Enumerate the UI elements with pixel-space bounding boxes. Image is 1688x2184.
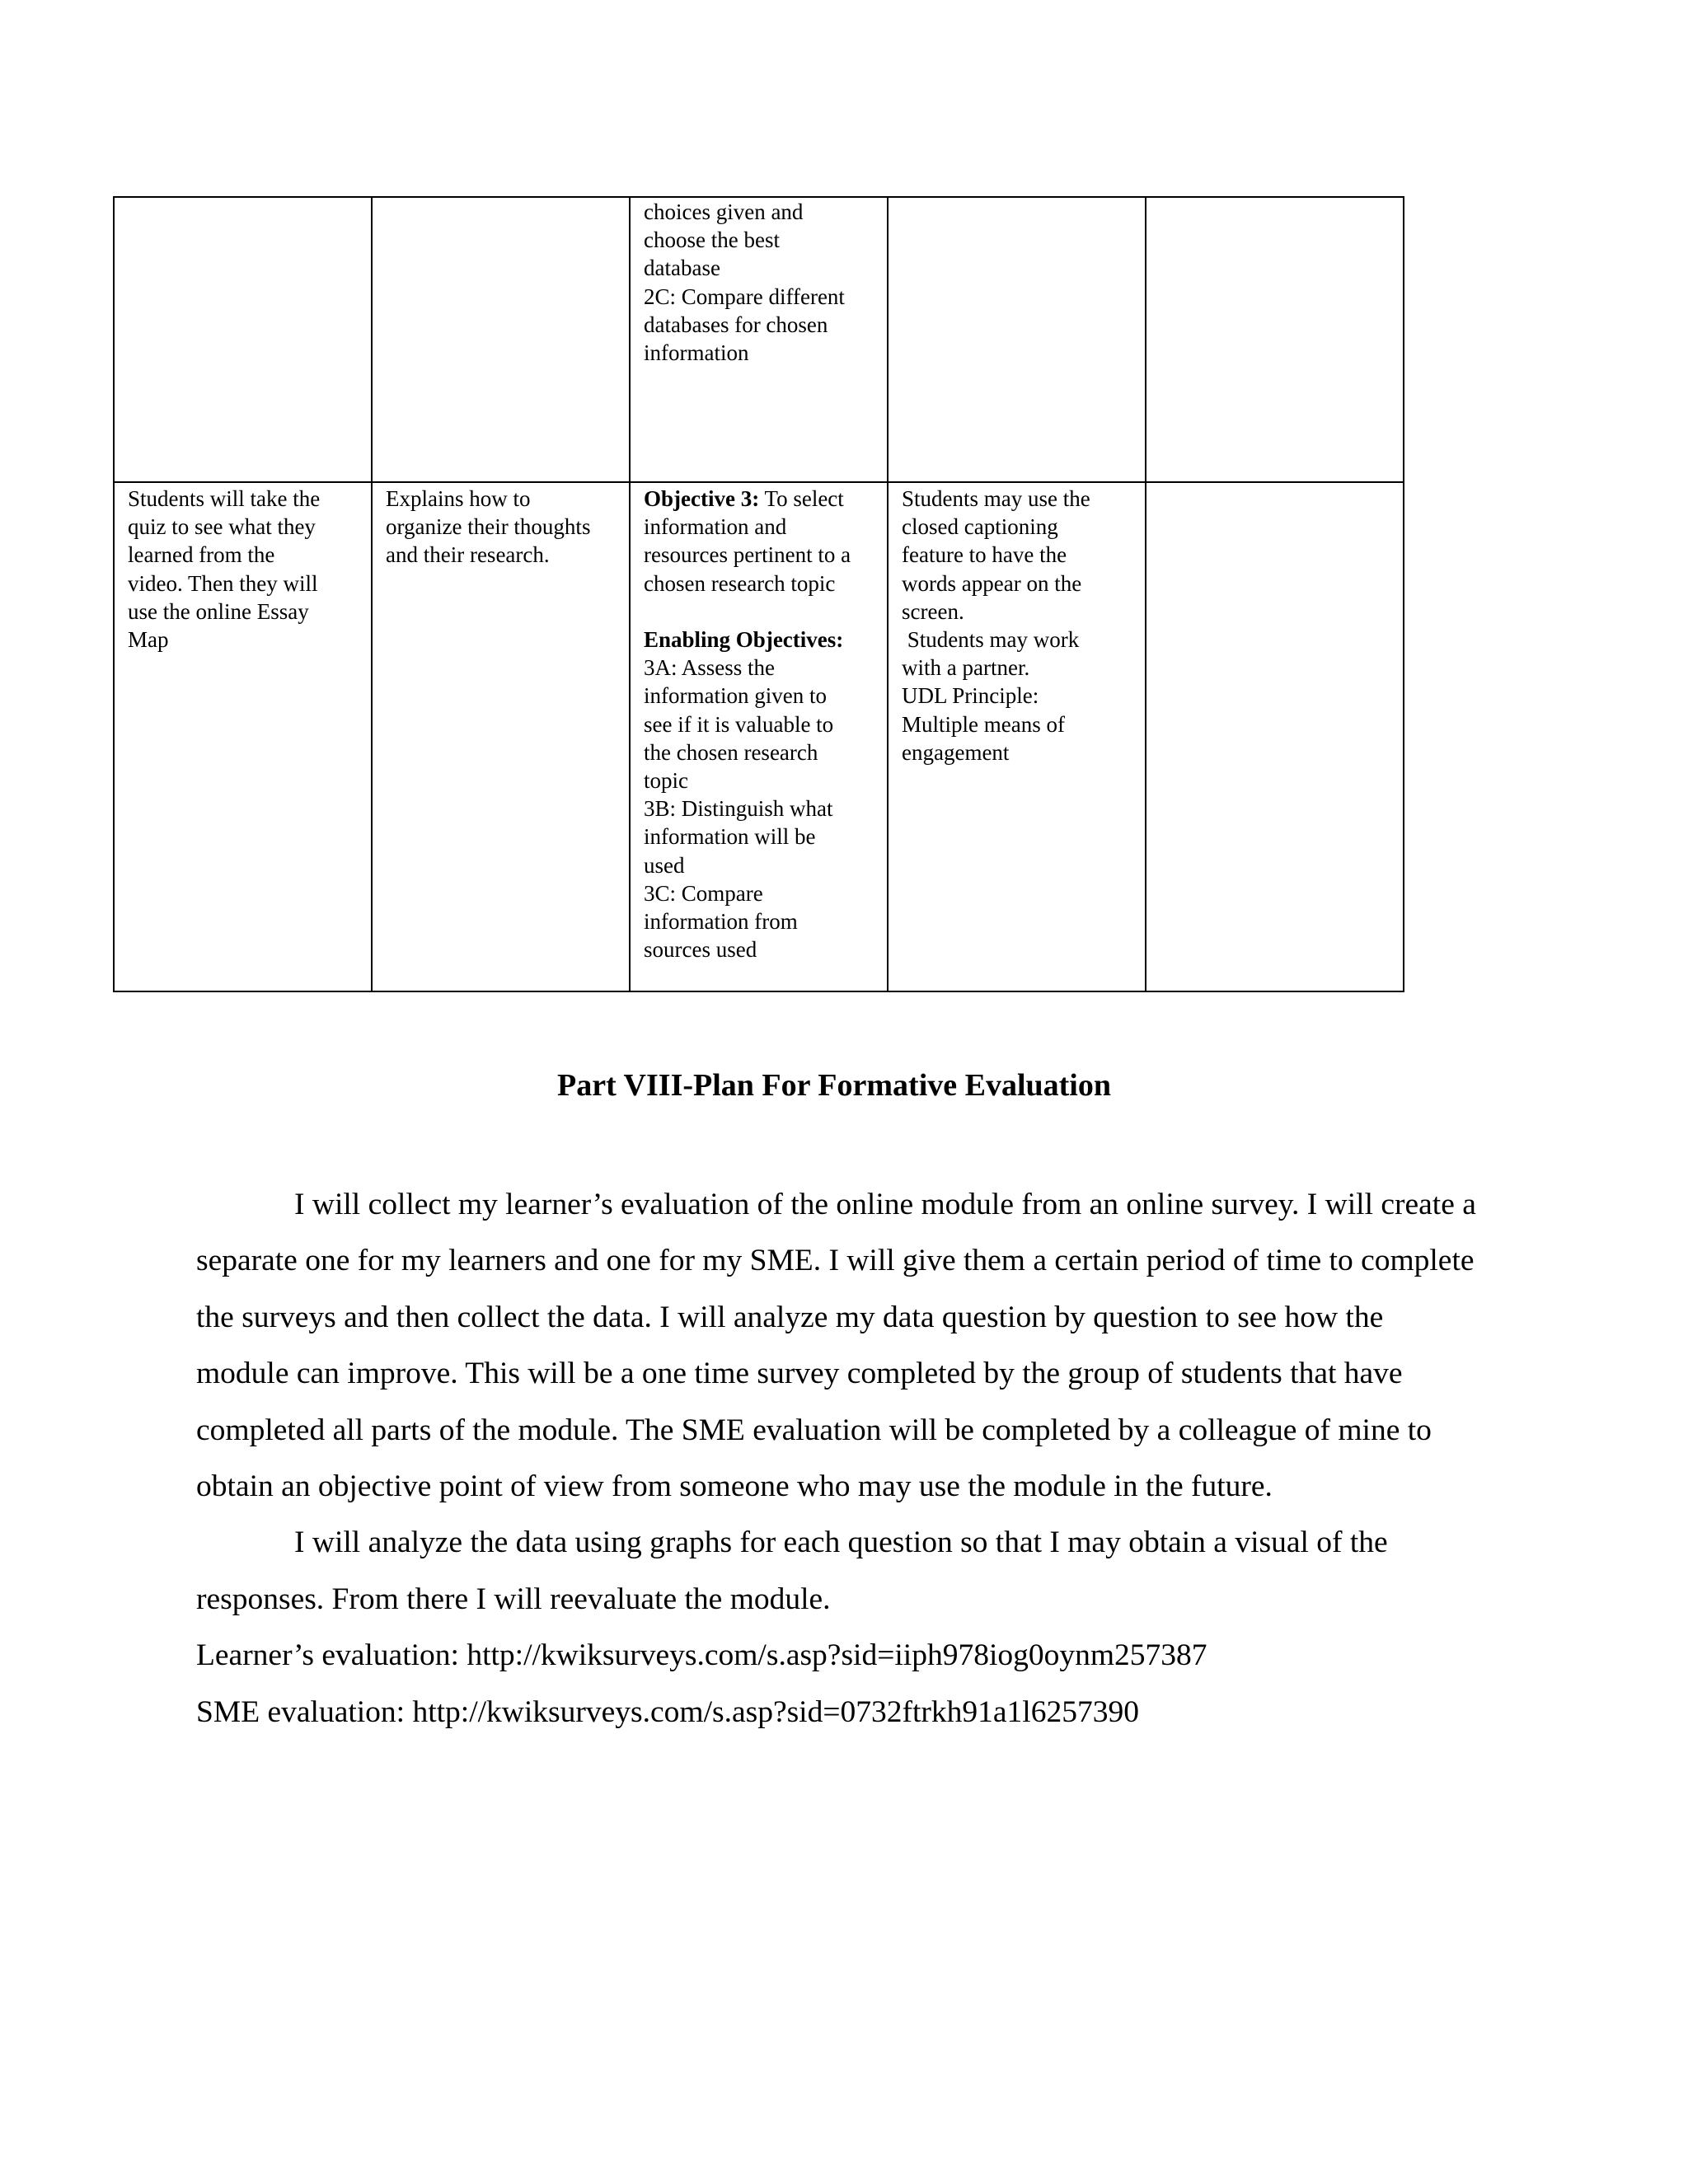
table-cell-objective-continuation <box>630 197 888 482</box>
objectives-table <box>113 196 1404 992</box>
cell-line: with a partner. <box>902 655 1030 681</box>
cell-line: screen. <box>902 598 964 624</box>
table-row <box>114 482 1404 991</box>
table-cell <box>888 197 1146 482</box>
cell-line: video. Then they will <box>128 570 318 596</box>
cell-line: used <box>644 852 685 878</box>
cell-line: and their research. <box>386 542 550 568</box>
cell-line: Students may work <box>902 627 1080 653</box>
table-cell <box>114 197 372 482</box>
table-cell-activity <box>114 482 372 991</box>
objective-label: Objective 3: <box>644 486 760 511</box>
cell-line: information given to <box>644 683 827 709</box>
cell-line: 3C: Compare <box>644 880 763 906</box>
objective-line <box>644 485 874 513</box>
table-cell <box>1146 482 1404 991</box>
cell-line: topic <box>644 768 688 794</box>
cell-line: 3A: Assess the <box>644 655 776 681</box>
blank-line <box>644 598 874 626</box>
table-cell-description <box>372 482 630 991</box>
cell-line: 3B: Distinguish what <box>644 796 833 822</box>
cell-line: choose the best <box>644 227 780 253</box>
learner-evaluation-link[interactable]: Learner’s evaluation: http://kwiksurveys.com/s.asp?sid=iiph978iog0oynm257387 <box>196 1638 1207 1673</box>
cell-line: sources used <box>644 937 757 963</box>
cell-line: chosen research topic <box>644 570 836 596</box>
cell-line: databases for chosen <box>644 312 828 337</box>
cell-line: words appear on the <box>902 570 1082 596</box>
cell-line: information from <box>644 909 798 935</box>
cell-line: organize their thoughts <box>386 514 591 540</box>
table-cell <box>372 197 630 482</box>
cell-line: use the online Essay <box>128 598 309 624</box>
cell-line: Multiple means of <box>902 711 1065 737</box>
cell-line: engagement <box>902 739 1010 765</box>
cell-line: Map <box>128 627 169 653</box>
cell-line: choices given and <box>644 199 804 224</box>
cell-line: 2C: Compare different <box>644 284 845 309</box>
table-cell <box>1146 197 1404 482</box>
table-cell-accommodations <box>888 482 1146 991</box>
table-row <box>114 197 1404 482</box>
objective-text: To select <box>759 486 844 511</box>
cell-line: quiz to see what they <box>128 514 316 540</box>
paragraph: I will analyze the data using graphs for each question so that I may obtain a visual of the responses. From there I will reevaluate the module. <box>196 1526 1388 1616</box>
cell-line: UDL Principle: <box>902 683 1039 709</box>
table-cell-objectives <box>630 482 888 991</box>
section-body <box>196 1177 1482 1741</box>
sme-evaluation-link[interactable]: SME evaluation: http://kwiksurveys.com/s.asp?sid=0732ftrkh91a1l6257390 <box>196 1694 1139 1729</box>
cell-line: closed captioning <box>902 514 1058 540</box>
cell-line: Explains how to <box>386 486 531 511</box>
cell-line: feature to have the <box>902 542 1067 568</box>
enabling-objectives-label: Enabling Objectives: <box>644 627 844 652</box>
paragraph: I will collect my learner’s evaluation of the online module from an online survey. I will create a separate one for my learners and one for my SME. I will give them a certain period of time to complete the surveys and then collect the data. I will analyze my data question by question to see how the module can improve. This will be a one time survey completed by the group of students that have completed all parts of the module. The SME evaluation will be completed by a colleague of mine to obtain an objective point of view from someone who may use the module in the future. <box>196 1188 1476 1504</box>
cell-line: information <box>644 340 749 366</box>
cell-line: learned from the <box>128 542 275 568</box>
section-heading: Part VIII-Plan For Formative Evaluation <box>557 1068 1111 1103</box>
cell-line: resources pertinent to a <box>644 542 851 568</box>
cell-line: information and <box>644 514 787 540</box>
cell-line: see if it is valuable to <box>644 711 834 737</box>
cell-line: Students may use the <box>902 486 1090 511</box>
cell-line: information will be <box>644 824 816 850</box>
cell-line: database <box>644 255 720 281</box>
cell-line: the chosen research <box>644 739 818 765</box>
cell-line: Students will take the <box>128 486 321 511</box>
